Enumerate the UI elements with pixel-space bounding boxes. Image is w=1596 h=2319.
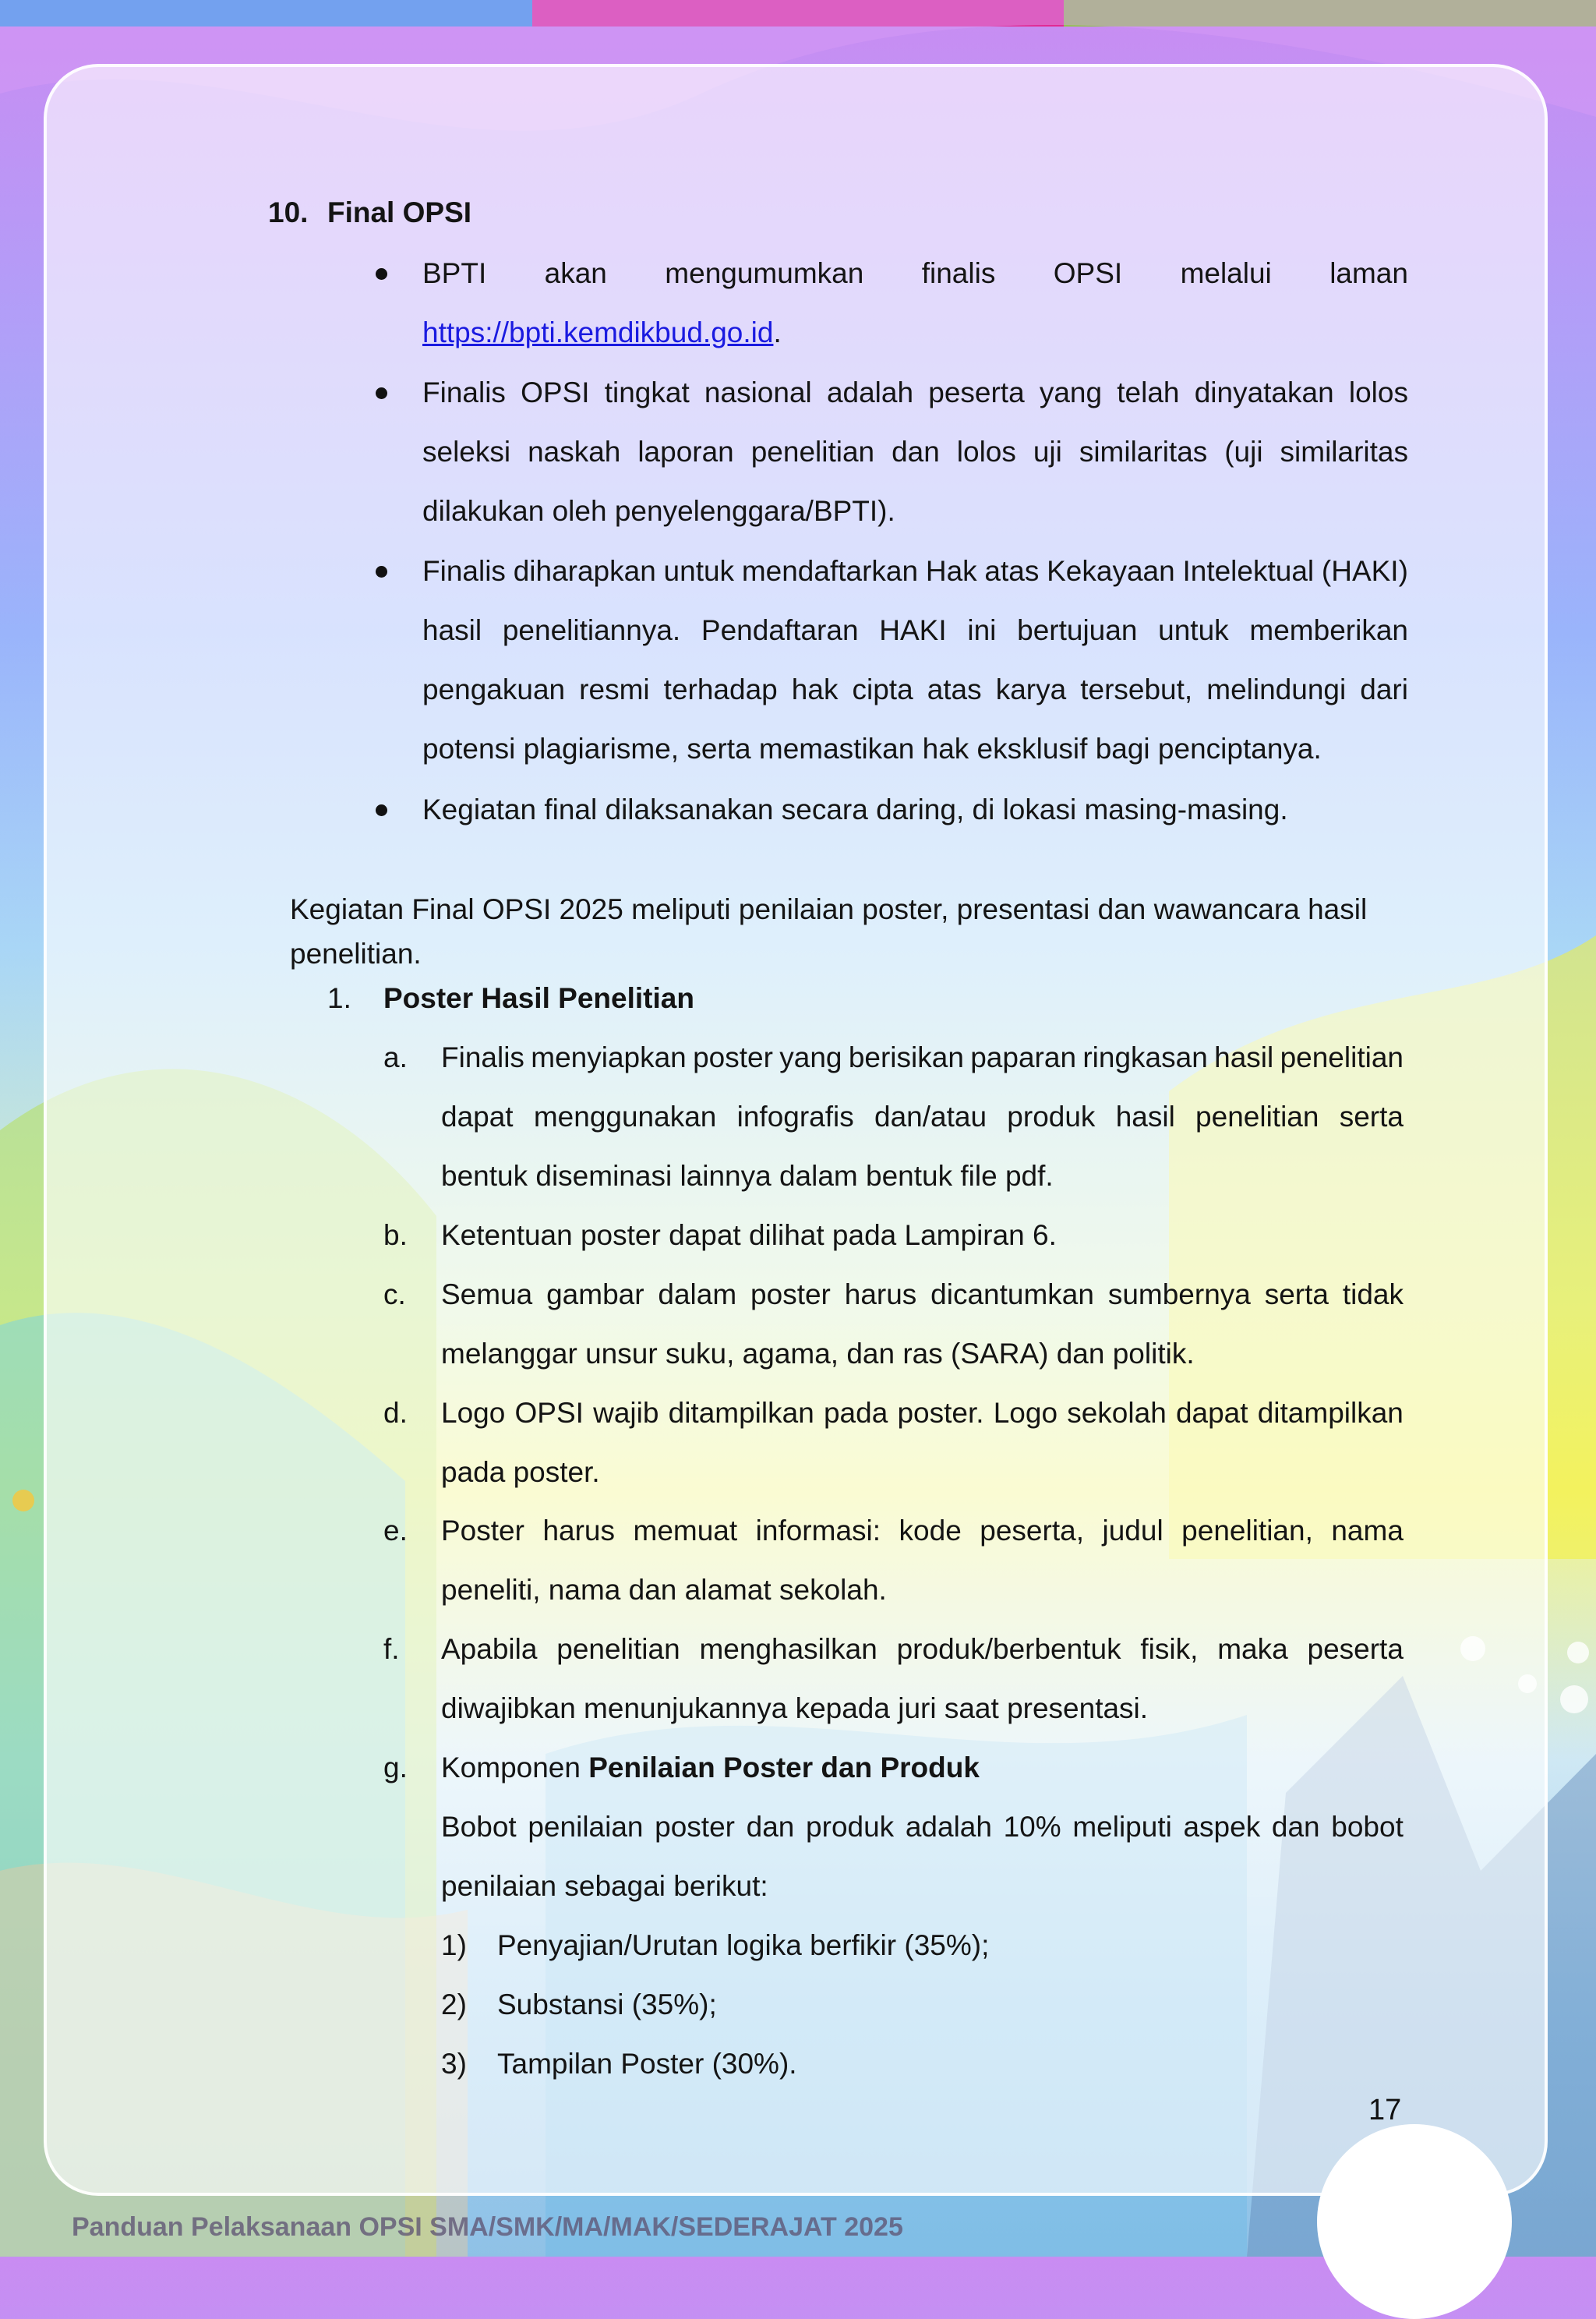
word: poster bbox=[655, 1811, 735, 1843]
word: poster bbox=[693, 1041, 773, 1073]
word: Semua bbox=[441, 1278, 533, 1310]
word: Kekayaan bbox=[1047, 555, 1175, 587]
word: penelitian bbox=[750, 436, 875, 468]
word: infografis bbox=[736, 1101, 854, 1133]
word: lolos bbox=[1348, 376, 1408, 408]
word: Poster bbox=[441, 1515, 524, 1547]
word: dan/atau bbox=[874, 1101, 987, 1133]
word: terhadap bbox=[663, 673, 778, 705]
word: ini bbox=[967, 614, 997, 646]
criteria-number: 2) bbox=[441, 1988, 467, 2020]
word: menghasilkan bbox=[699, 1633, 877, 1665]
bullet-2-line-3: dilakukan oleh penyelenggara/BPTI). bbox=[422, 495, 895, 527]
word: fisik, bbox=[1140, 1633, 1199, 1665]
word: similaritas bbox=[1280, 436, 1408, 468]
word: karya bbox=[995, 673, 1067, 705]
word: dicantumkan bbox=[930, 1278, 1094, 1310]
item-d-line-1 bbox=[441, 1397, 1404, 1430]
word: tersebut, bbox=[1080, 673, 1193, 705]
word: aspek bbox=[1183, 1811, 1261, 1843]
word: dan bbox=[746, 1811, 795, 1843]
item-a-line-1 bbox=[441, 1041, 1404, 1074]
word: dari bbox=[1360, 673, 1408, 705]
word: ditampilkan bbox=[668, 1397, 814, 1429]
item-d-letter: d. bbox=[383, 1397, 408, 1429]
word: wajib bbox=[593, 1397, 659, 1429]
bullet-4-line-1: Kegiatan final dilaksanakan secara daring, di lokasi masing-masing. bbox=[422, 794, 1288, 825]
word: menyiapkan bbox=[531, 1041, 687, 1073]
item-c-line-2: melanggar unsur suku, agama, dan ras (SARA) dan politik. bbox=[441, 1338, 1195, 1370]
word: poster bbox=[750, 1278, 831, 1310]
word: sekolah bbox=[1067, 1397, 1167, 1429]
bpti-link[interactable]: https://bpti.kemdikbud.go.id bbox=[422, 316, 774, 348]
word: Logo bbox=[993, 1397, 1058, 1429]
word: Pendaftaran bbox=[701, 614, 859, 646]
word: hak bbox=[791, 673, 839, 705]
word: nasional bbox=[704, 376, 812, 408]
item-f-line-2: diwajibkan menunjukannya kepada juri saat presentasi. bbox=[441, 1692, 1149, 1724]
page-number: 17 bbox=[1368, 2094, 1402, 2126]
word: penelitiannya. bbox=[502, 614, 681, 646]
word: dinyatakan bbox=[1194, 376, 1334, 408]
word: peserta, bbox=[980, 1515, 1084, 1547]
item-f-letter: f. bbox=[383, 1633, 400, 1665]
word: gambar bbox=[546, 1278, 644, 1310]
word: atas bbox=[927, 673, 982, 705]
word: Hak bbox=[925, 555, 977, 587]
word: hasil bbox=[1115, 1101, 1175, 1133]
word: nama bbox=[1331, 1515, 1404, 1547]
word: yang bbox=[779, 1041, 842, 1073]
word: penilaian bbox=[528, 1811, 644, 1843]
word: kode bbox=[899, 1515, 962, 1547]
item-f-line-1 bbox=[441, 1633, 1404, 1666]
bullet-dot bbox=[376, 566, 387, 578]
word: uji bbox=[1033, 436, 1062, 468]
bullet-2-line-2 bbox=[422, 436, 1408, 468]
item-g-desc-line-1 bbox=[441, 1811, 1404, 1844]
word: atas bbox=[984, 555, 1040, 587]
word: untuk bbox=[663, 555, 735, 587]
bullet-1-line-1: BPTI akan mengumumkan finalis OPSI melalui laman bbox=[422, 257, 1408, 289]
item-e-line-1 bbox=[441, 1515, 1404, 1547]
word: naskah bbox=[528, 436, 621, 468]
bullet-dot bbox=[376, 387, 387, 399]
word: hasil bbox=[422, 614, 482, 646]
word: laporan bbox=[637, 436, 734, 468]
word: (uji bbox=[1224, 436, 1263, 468]
word: Finalis bbox=[422, 376, 506, 408]
section-number: 10. bbox=[268, 196, 309, 228]
word: produk/berbentuk bbox=[896, 1633, 1121, 1665]
intro-line-2: penelitian. bbox=[290, 938, 422, 970]
criteria-text: Substansi (35%); bbox=[497, 1988, 717, 2020]
word: penelitian, bbox=[1181, 1515, 1313, 1547]
word: bertujuan bbox=[1017, 614, 1138, 646]
word: ringkasan bbox=[1082, 1041, 1208, 1073]
word: mendaftarkan bbox=[741, 555, 919, 587]
word: tidak bbox=[1342, 1278, 1404, 1310]
word: telah bbox=[1117, 376, 1180, 408]
word: paparan bbox=[970, 1041, 1077, 1073]
item-b-line-1: Ketentuan poster dapat dilihat pada Lampiran 6. bbox=[441, 1219, 1057, 1251]
word: resmi bbox=[579, 673, 650, 705]
item-a-line-2 bbox=[441, 1101, 1404, 1133]
word: tingkat bbox=[604, 376, 690, 408]
word: untuk bbox=[1158, 614, 1229, 646]
word: Bobot bbox=[441, 1811, 517, 1843]
word: meliputi bbox=[1072, 1811, 1172, 1843]
word: serta bbox=[1264, 1278, 1329, 1310]
word: adalah bbox=[905, 1811, 992, 1843]
word: penelitian bbox=[1280, 1041, 1404, 1073]
word: berisikan bbox=[848, 1041, 964, 1073]
word: hasil bbox=[1214, 1041, 1274, 1073]
subsection-number: 1. bbox=[327, 982, 351, 1014]
word: sumbernya bbox=[1107, 1278, 1251, 1310]
word: informasi: bbox=[755, 1515, 881, 1547]
bullet-1-line-2: https://bpti.kemdikbud.go.id. bbox=[422, 316, 782, 348]
word: HAKI bbox=[879, 614, 947, 646]
item-g-letter: g. bbox=[383, 1752, 408, 1783]
bullet-3-line-1 bbox=[422, 555, 1408, 588]
bullet-3-line-3 bbox=[422, 673, 1408, 706]
item-c-line-1 bbox=[441, 1278, 1404, 1311]
bullet-2-line-1 bbox=[422, 376, 1408, 409]
word: produk bbox=[1007, 1101, 1096, 1133]
bullet-3-line-2 bbox=[422, 614, 1408, 647]
word: ditampilkan bbox=[1257, 1397, 1404, 1429]
word: Apabila bbox=[441, 1633, 538, 1665]
word: memberikan bbox=[1249, 614, 1408, 646]
item-g-desc-line-2: penilaian sebagai berikut: bbox=[441, 1870, 768, 1902]
page-corner-circle bbox=[1317, 2124, 1512, 2319]
word: melindungi bbox=[1206, 673, 1347, 705]
word: adalah bbox=[826, 376, 914, 408]
item-e-line-2: peneliti, nama dan alamat sekolah. bbox=[441, 1574, 887, 1606]
word: Intelektual bbox=[1182, 555, 1315, 587]
criteria-number: 3) bbox=[441, 2048, 467, 2080]
word: lolos bbox=[956, 436, 1016, 468]
word: produk bbox=[806, 1811, 895, 1843]
word: OPSI bbox=[514, 1397, 584, 1429]
word: Finalis bbox=[422, 555, 506, 587]
word: serta bbox=[1339, 1101, 1404, 1133]
item-g-heading: Komponen Penilaian Poster dan Produk bbox=[441, 1752, 980, 1783]
word: bobot bbox=[1331, 1811, 1404, 1843]
word: yang bbox=[1039, 376, 1103, 408]
criteria-text: Penyajian/Urutan logika berfikir (35%); bbox=[497, 1929, 990, 1961]
bullet-3-line-4: potensi plagiarisme, serta memastikan hak eksklusif bagi penciptanya. bbox=[422, 733, 1322, 765]
bullet-dot bbox=[376, 804, 387, 816]
word: harus bbox=[844, 1278, 917, 1310]
word: 10% bbox=[1003, 1811, 1061, 1843]
word: OPSI bbox=[521, 376, 590, 408]
footer-title: Panduan Pelaksanaan OPSI SMA/SMK/MA/MAK/SEDERAJAT 2025 bbox=[72, 2212, 903, 2242]
word: (HAKI) bbox=[1321, 555, 1408, 587]
word: menggunakan bbox=[533, 1101, 717, 1133]
word: pada bbox=[823, 1397, 888, 1429]
word: poster. bbox=[897, 1397, 984, 1429]
subsection-title: Poster Hasil Penelitian bbox=[383, 982, 694, 1014]
word: memuat bbox=[633, 1515, 738, 1547]
item-d-line-2: pada poster. bbox=[441, 1456, 600, 1488]
word: penelitian bbox=[556, 1633, 680, 1665]
word: dapat bbox=[1175, 1397, 1248, 1429]
word: dalam bbox=[658, 1278, 737, 1310]
word: peserta bbox=[928, 376, 1025, 408]
word: dapat bbox=[441, 1101, 514, 1133]
word: Logo bbox=[441, 1397, 506, 1429]
word: cipta bbox=[852, 673, 913, 705]
item-e-letter: e. bbox=[383, 1515, 408, 1547]
word: seleksi bbox=[422, 436, 511, 468]
word: dan bbox=[1271, 1811, 1320, 1843]
word: similaritas bbox=[1079, 436, 1208, 468]
word: Finalis bbox=[441, 1041, 524, 1073]
item-b-letter: b. bbox=[383, 1219, 408, 1251]
criteria-text: Tampilan Poster (30%). bbox=[497, 2048, 797, 2080]
word: diharapkan bbox=[513, 555, 656, 587]
criteria-number: 1) bbox=[441, 1929, 467, 1961]
bullet-dot bbox=[376, 268, 387, 280]
word: judul bbox=[1102, 1515, 1163, 1547]
word: peserta bbox=[1307, 1633, 1404, 1665]
word: dan bbox=[892, 436, 940, 468]
section-title: Final OPSI bbox=[327, 196, 472, 228]
item-a-line-3: bentuk diseminasi lainnya dalam bentuk file pdf. bbox=[441, 1160, 1054, 1192]
word: pengakuan bbox=[422, 673, 566, 705]
item-c-letter: c. bbox=[383, 1278, 406, 1310]
word: penelitian bbox=[1195, 1101, 1319, 1133]
item-a-letter: a. bbox=[383, 1041, 408, 1073]
intro-line-1: Kegiatan Final OPSI 2025 meliputi penilaian poster, presentasi dan wawancara hasil bbox=[290, 893, 1368, 925]
word: maka bbox=[1217, 1633, 1288, 1665]
word: harus bbox=[542, 1515, 615, 1547]
